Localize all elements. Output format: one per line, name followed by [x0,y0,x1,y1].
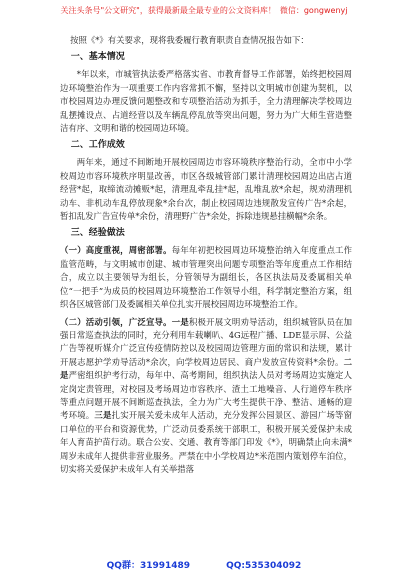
subsection2-lead-2: 二是 [60,356,352,381]
subsection1-text: 每年年初把校园周边环境整治纳入年度重点工作监管范畴，与文明城市创建、城市管理突出问题专项整治等年度重点工作相结合，成立以主要领导为组长，分管领导为副组长，各区执法局及委属相关单位“一把手”为成员的校园周边环境整治工作领导小组，科学制定整治方案，组织各区城管部门及委属相关单位扎实开展校园周边环境整治工作。 [60,245,353,310]
section2-paragraph: 两年来，通过不间断地开展校园周边市容环境秩序整治行动，全市中小学校周边市容环境秩序明显改善，市区各级城管部门累计清理校园周边出店占道经营*起，取缔流动摊贩*起，清理乱牵乱挂*起，乱堆乱放*余起，规劝清理机动车、非机动车乱停放现象*余台次，制止校园周边违规散发宣传广告*余起，暂扣乱发广告宣传单*余份，清理野广告*余处，拆除违规悬挂横幅*余条。 [60,157,352,222]
subsection2-heading: （二）活动引领，广泛宣导。 [60,316,172,327]
section2-heading: 二、工作成效 [70,140,125,151]
subsection2-lead-3: 三是 [94,410,112,421]
intro-paragraph: 按照《*》有关要求，现将我委履行教育职责自查情况报告如下： [70,35,309,45]
footer-qq-group: QQ群：31991489 [106,561,191,571]
subsection2-lead-1: 一是 [171,316,189,327]
subsection2-paragraph [60,316,352,477]
banner-text: 关注头条号"公文研究"，获得最新最全最专业的公文资料库！ [60,6,276,15]
section1-heading: 一、基本情况 [70,52,125,63]
contact-footer [0,560,408,572]
subsection2-text-2: 严密组织护考行动，每年中、高考期间，组织执法人员对考场周边实施定人定岗定责管理，对校园及考场周边市容秩序、渣土工地噪音、人行道停车秩序等重点问题开展不间断巡查执法，全力为广大考生提供干净、整洁、通畅的迎考环境。 [60,370,353,421]
banner-wechat: 微信：gongwenyj [279,6,348,15]
section3-heading: 三、经验做法 [70,228,125,239]
section1-paragraph: *年以来，市城管执法委严格落实省、市教育督导工作部署，始终把校园周边环境整治作为一项重要工作内容常抓不懈，坚持以文明城市创建为契机，以市校园周边办理反馈问题整改和专项整治活动为抓手，全力清理解决学校周边乱摆摊设点、占道经营以及车辆乱停乱放等突出问题，努力为广大师生营造整洁有序、文明和谐的校园周边环境。 [60,69,352,134]
subsection2-text-1: 积极开展文明劝导活动，组织城管队员在加强日常巡查执法的同时，充分利用车载喇叭、4G远程广播、LDE显示屏、公益广告等视听媒介广泛宣传疫情防控以及校园周边管理方面的常识和法规，累计开展志愿护学劝导活动*余次，向学校周边居民、商户发放宣传资料*余份。 [60,316,353,367]
document-body [60,34,352,480]
promo-banner [0,6,408,16]
subsection2-text-3: 扎实开展关爱未成年人活动，充分发挥公园景区、游园广场等窗口单位的平台和资源优势，广泛动员委系统干部职工，积极开展关爱保护未成年人育苗护苗行动。联合公安、交通、教育等部门印发《*》，明确禁止向未满*周岁未成年人提供非营业服务。严禁在中小学校周边*米范围内策划停车泊位，切实将关爱保护未成年人有关举措落 [60,410,353,474]
footer-qq: QQ:535304092 [226,561,302,571]
subsection1-paragraph [60,244,352,311]
subsection1-heading: （一）高度重视，周密部署。 [60,245,172,256]
